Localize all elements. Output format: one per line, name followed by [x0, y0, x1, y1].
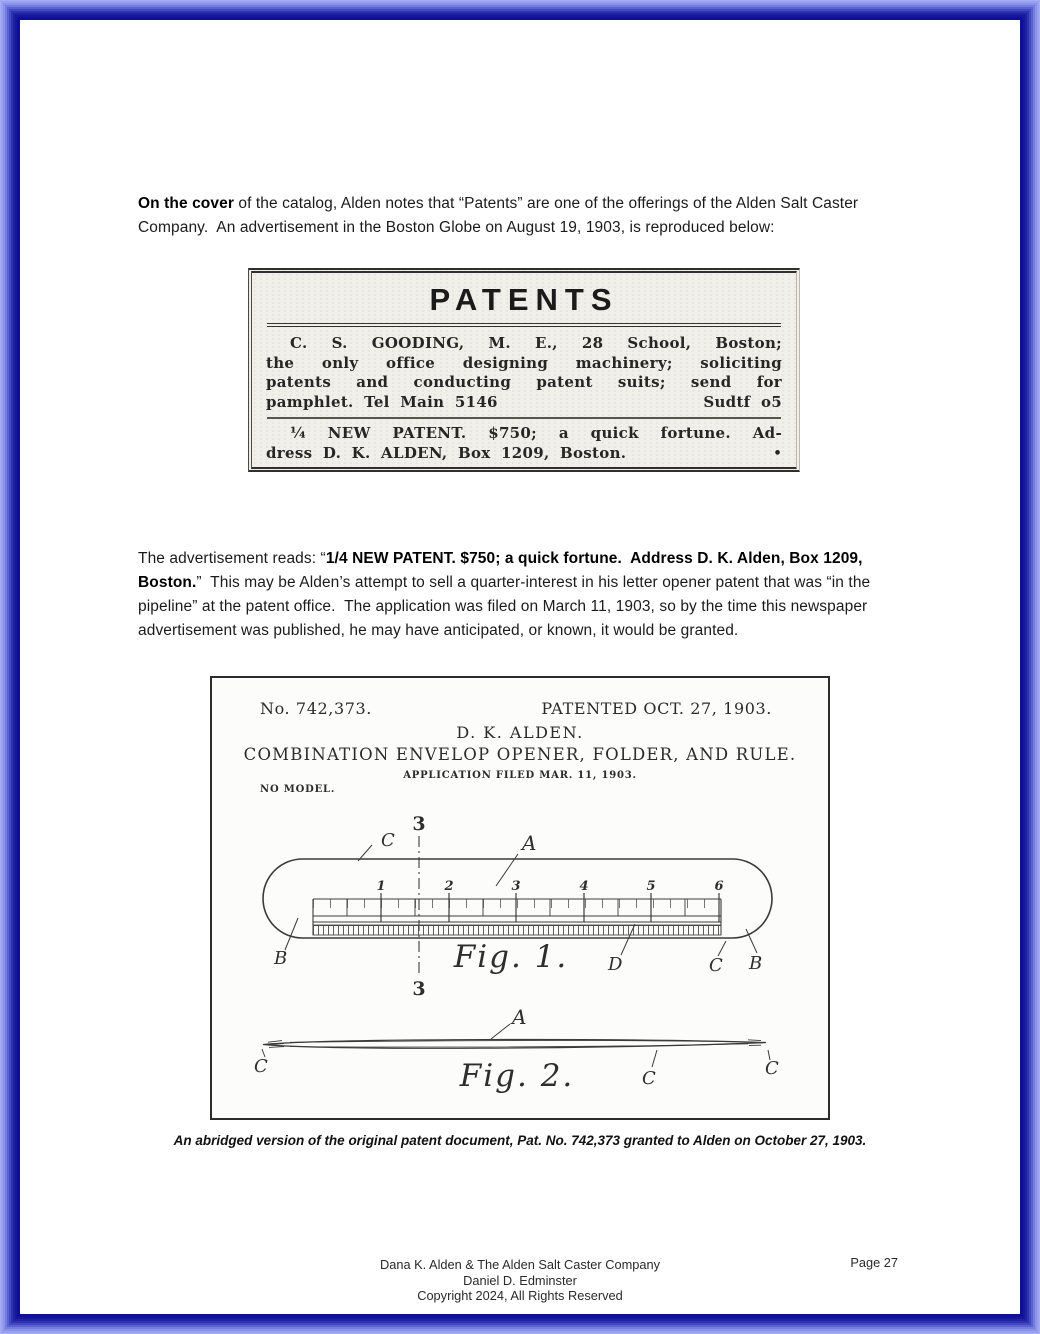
newspaper-ad-clipping [248, 268, 800, 472]
mid-para-suffix: ” This may be Alden’s attempt to sell a quarter-interest in his letter opener patent that was “in the pipeline” at the patent office. The application was filed on March 11, 1903, so by the time this newspaper advertisement was published, he may have anticipated, or known, it would be granted. [138, 573, 875, 640]
fig2-label-c-mid: C [642, 1068, 656, 1089]
footer-author-line: Daniel D. Edminster [463, 1272, 577, 1288]
patent-application-line: APPLICATION FILED MAR. 11, 1903. [403, 770, 637, 781]
fig2-label-a: A [512, 1005, 527, 1029]
patent-no-model: NO MODEL. [260, 784, 336, 795]
fig2-leader-a [491, 1024, 510, 1039]
ad-code-text: Sudtf o5 [703, 392, 782, 411]
fig1-section-label-bottom: 3 [412, 978, 426, 1000]
fig1-label-b-left: B [274, 948, 288, 969]
patent-inventor: D. K. ALDEN. [456, 723, 584, 742]
mid-para-bold-quote: 1/4 NEW PATENT. $750; a quick fortune. Address D. K. Alden, Box 1209, Boston. [138, 549, 867, 591]
fig2-label-c-right: C [765, 1058, 779, 1079]
ad-body-line: the only office designing machinery; soliciting [266, 353, 782, 372]
fig1-label-d: D [608, 954, 623, 975]
fig1-label-c-top: C [381, 830, 395, 851]
patent-figures-drawing [212, 798, 828, 1098]
fig2-label-c-left: C [254, 1056, 268, 1077]
intro-text: of the catalog, Alden notes that “Patents” are one of the offerings of the Alden Salt Caster Company. An advertisement in the Boston Globe on August 19, 1903, is reproduced below: [138, 194, 863, 236]
ad-address-line [266, 444, 782, 464]
advertisement-reads-paragraph [138, 547, 914, 644]
fig1-label-b-right: B [749, 953, 763, 974]
footer-copyright-line: Copyright 2024, All Rights Reserved [417, 1288, 623, 1304]
patent-document [210, 676, 830, 1120]
fig1-caption: Fig. 1. [453, 939, 569, 975]
fig1-leader-b-left [285, 918, 298, 950]
patent-number: No. 742,373. [260, 699, 372, 718]
ad-headline: PATENTS [429, 282, 619, 317]
fig1-leader-c-bottom [718, 941, 726, 956]
ad-divider-rule [267, 323, 781, 327]
patent-date: PATENTED OCT. 27, 1903. [541, 699, 772, 718]
fig1-scale-number: 4 [579, 879, 589, 894]
ad-telephone-text: pamphlet. Tel Main 5146 [266, 392, 498, 411]
fig1-label-a: A [522, 831, 537, 855]
page-number: Page 27 [850, 1255, 898, 1270]
fig1-scale-number: 5 [646, 879, 656, 894]
ad-address-text: dress D. K. ALDEN, Box 1209, Boston. [266, 443, 627, 462]
intro-paragraph [138, 192, 914, 241]
fig1-scale-number: 3 [511, 879, 521, 894]
ad-quarter-patent-line: ¼ NEW PATENT. $750; a quick fortune. Ad- [290, 424, 782, 442]
ad-telephone-line [266, 393, 782, 413]
fig1-section-label-top: 3 [412, 813, 426, 835]
patent-title: COMBINATION ENVELOP OPENER, FOLDER, AND RULE. [243, 745, 797, 764]
fig1-scale-number: 2 [444, 879, 454, 894]
ad-end-bullet: • [773, 445, 782, 461]
ad-thin-rule [267, 417, 781, 419]
fig1-label-c-bottom: C [709, 955, 723, 976]
fig1-scale-number: 6 [714, 879, 724, 894]
ad-body-line: C. S. GOODING, M. E., 28 School, Boston; [290, 334, 782, 352]
fig1-quarter-ticks [313, 899, 721, 908]
intro-bold-lead: On the cover [138, 194, 234, 212]
patent-header-row [260, 699, 772, 718]
fig1-scale-number: 1 [376, 879, 386, 894]
fig2-leader-c-mid [652, 1050, 657, 1067]
patent-image-caption: An abridged version of the original patent document, Pat. No. 742,373 granted to Alden on October 27, 1903. [173, 1133, 867, 1148]
fig2-caption: Fig. 2. [459, 1058, 575, 1094]
footer-company-line: Dana K. Alden & The Alden Salt Caster Company [379, 1257, 661, 1272]
ad-body-line: patents and conducting patent suits; send for [266, 373, 782, 391]
mid-para-prefix: The advertisement reads: “ [138, 549, 326, 567]
fig1-fine-scale [313, 925, 721, 935]
